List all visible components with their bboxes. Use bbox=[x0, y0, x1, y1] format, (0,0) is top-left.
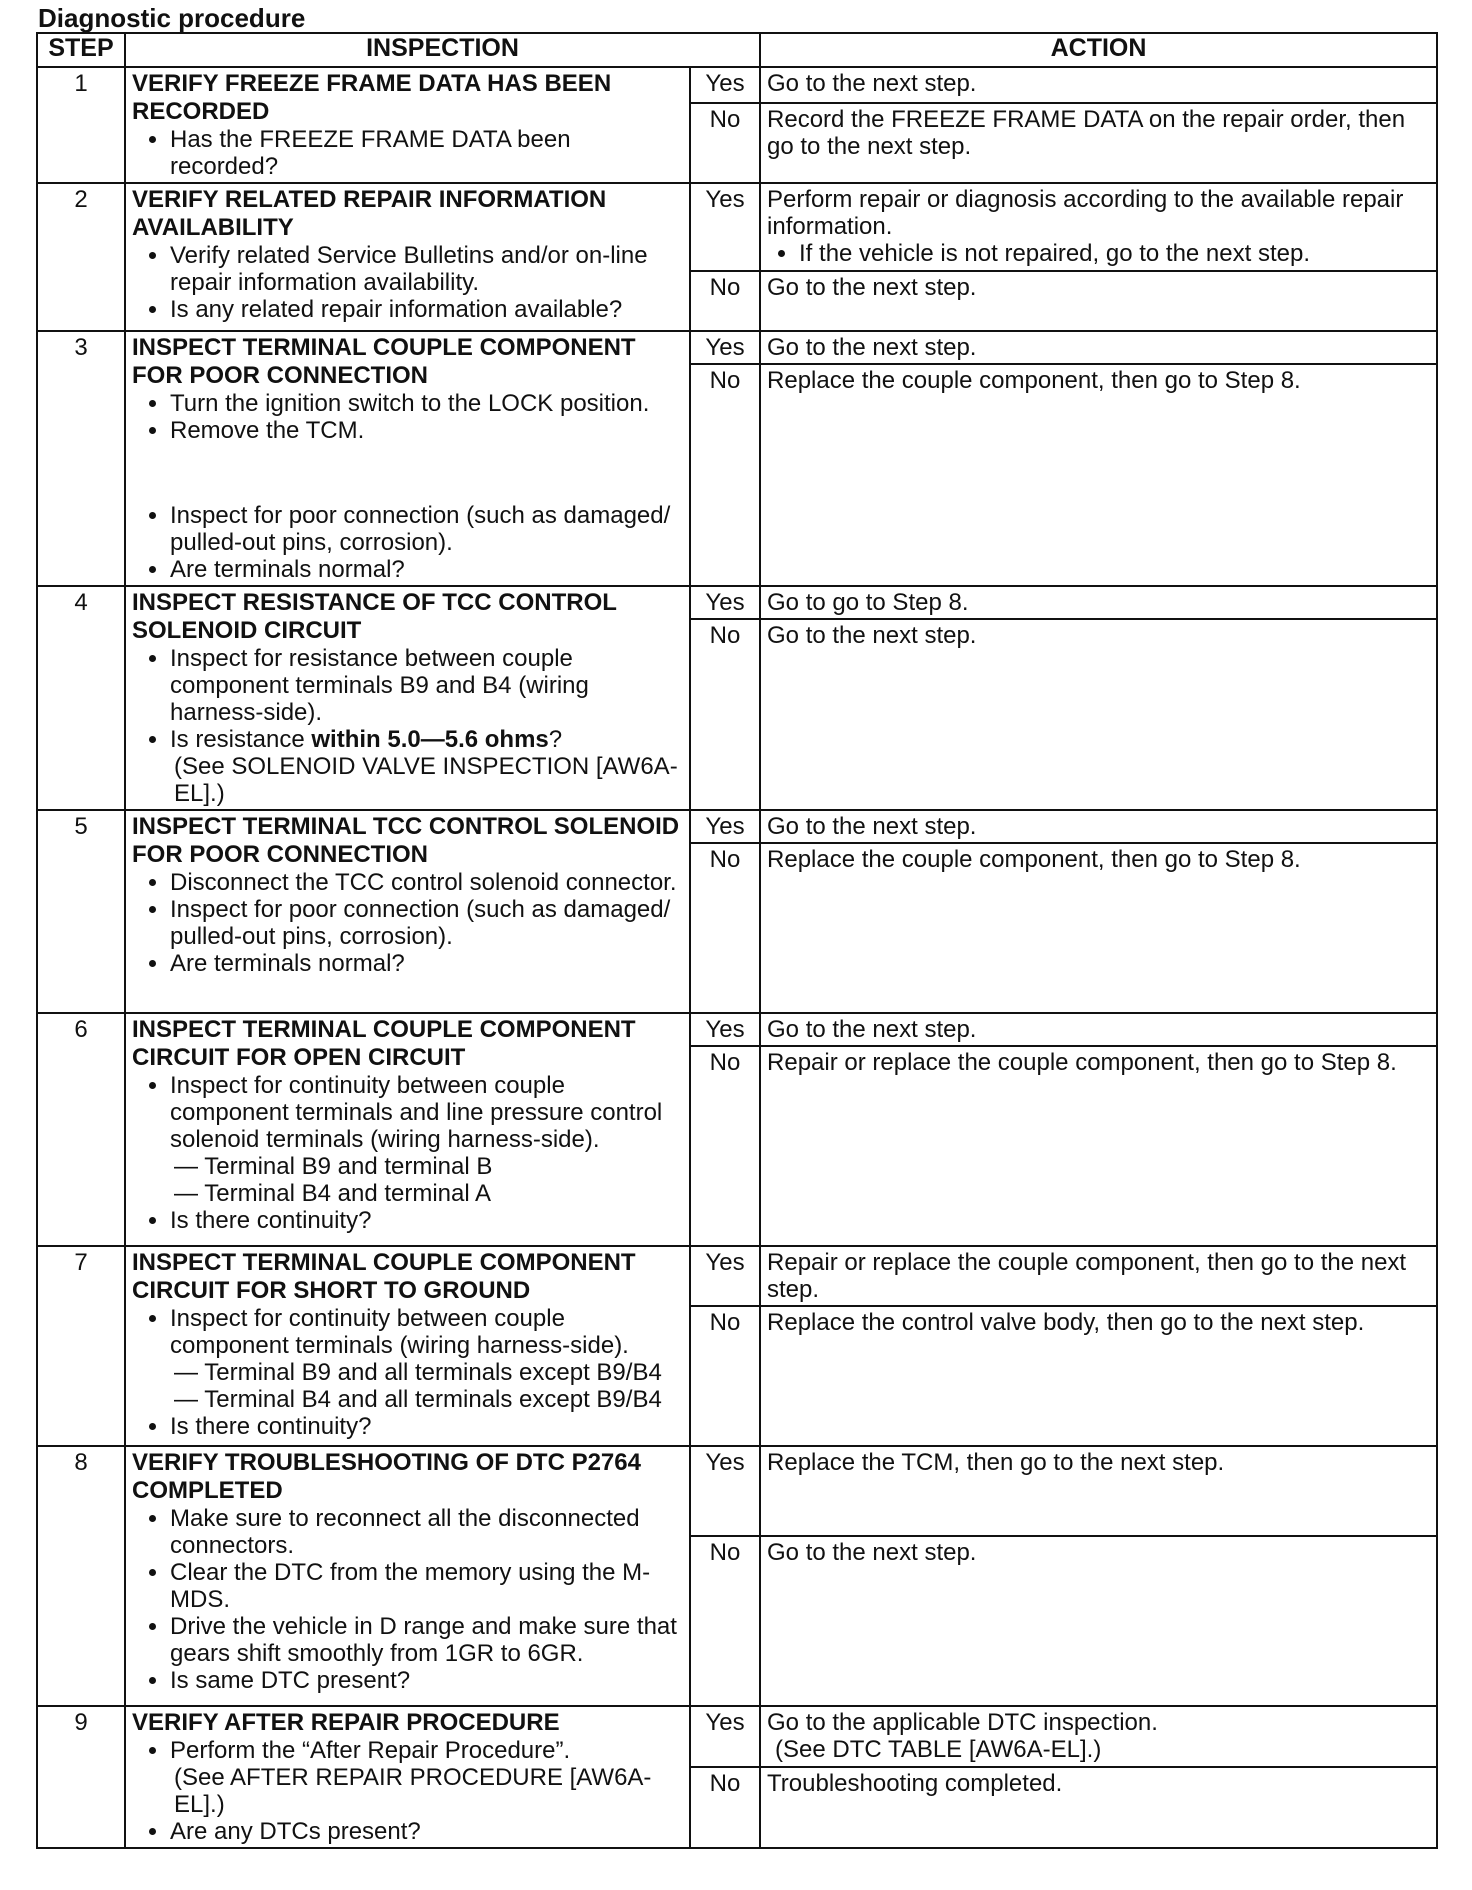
inspection-title: VERIFY FREEZE FRAME DATA HAS BEEN RECORDED bbox=[132, 70, 612, 125]
yes-label: Yes bbox=[690, 183, 760, 271]
step-number: 6 bbox=[37, 1013, 125, 1246]
inspection-bullet: • Are terminals normal? bbox=[170, 556, 683, 583]
inspection-bullet: • Inspect for poor connection (such as damaged/ pulled-out pins, corrosion). bbox=[170, 502, 683, 556]
inspection-cell bbox=[125, 67, 690, 183]
header-step: STEP bbox=[37, 33, 125, 67]
step-number: 3 bbox=[37, 331, 125, 586]
no-action: Replace the couple component, then go to Step 8. bbox=[760, 843, 1437, 1013]
no-label: No bbox=[690, 364, 760, 586]
inspection-cell bbox=[125, 183, 690, 331]
yes-label: Yes bbox=[690, 810, 760, 843]
inspection-bullet: • Inspect for resistance between couple component terminals B9 and B4 (wiring harness-side). bbox=[170, 645, 683, 726]
reference-link[interactable]: (See SOLENOID VALVE INSPECTION [AW6A-EL].) bbox=[174, 753, 678, 807]
inspection-cell bbox=[125, 331, 690, 586]
reference-link[interactable]: (See DTC TABLE [AW6A-EL].) bbox=[775, 1736, 1102, 1763]
inspection-cell bbox=[125, 1246, 690, 1446]
no-label: No bbox=[690, 1767, 760, 1848]
table-row bbox=[37, 1706, 1437, 1767]
yes-action-cell bbox=[760, 1706, 1437, 1767]
yes-action: Go to the next step. bbox=[760, 1013, 1437, 1046]
inspection-cell bbox=[125, 1013, 690, 1246]
no-label: No bbox=[690, 271, 760, 331]
inspection-bullet: • Disconnect the TCC control solenoid connector. bbox=[170, 869, 683, 896]
yes-action: Repair or replace the couple component, then go to the next step. bbox=[760, 1246, 1437, 1306]
inspection-title: INSPECT TERMINAL COUPLE COMPONENT FOR POOR CONNECTION bbox=[132, 334, 636, 389]
yes-action: Go to the next step. bbox=[760, 67, 1437, 103]
yes-action-cell bbox=[760, 183, 1437, 271]
sub-item: — Terminal B4 and terminal A bbox=[174, 1180, 492, 1207]
yes-action: Go to the next step. bbox=[760, 331, 1437, 364]
no-action: Go to the next step. bbox=[760, 1536, 1437, 1706]
yes-action: Go to the applicable DTC inspection. bbox=[767, 1709, 1158, 1736]
step-number: 9 bbox=[37, 1706, 125, 1848]
no-action: Replace the couple component, then go to Step 8. bbox=[760, 364, 1437, 586]
header-action: ACTION bbox=[760, 33, 1437, 67]
inspection-title: VERIFY RELATED REPAIR INFORMATION AVAILABILITY bbox=[132, 186, 607, 241]
inspection-title: INSPECT TERMINAL TCC CONTROL SOLENOID FOR POOR CONNECTION bbox=[132, 813, 680, 868]
inspection-bullet: • Remove the TCM. bbox=[170, 417, 683, 444]
no-label: No bbox=[690, 1046, 760, 1246]
inspection-bullet bbox=[170, 1072, 683, 1207]
inspection-bullet bbox=[170, 726, 683, 807]
inspection-cell bbox=[125, 1446, 690, 1706]
inspection-bullet: • Clear the DTC from the memory using the M-MDS. bbox=[170, 1559, 683, 1613]
header-row bbox=[37, 33, 1437, 67]
inspection-bullet: • Are any DTCs present? bbox=[170, 1818, 683, 1845]
inspection-bullet bbox=[170, 1305, 683, 1413]
no-label: No bbox=[690, 1306, 760, 1446]
table-row bbox=[37, 1446, 1437, 1536]
step-number: 7 bbox=[37, 1246, 125, 1446]
inspection-bullet: • Inspect for poor connection (such as damaged/ pulled-out pins, corrosion). bbox=[170, 896, 683, 950]
inspection-title: INSPECT TERMINAL COUPLE COMPONENT CIRCUIT FOR OPEN CIRCUIT bbox=[132, 1016, 636, 1071]
step-number: 2 bbox=[37, 183, 125, 331]
inspection-cell bbox=[125, 586, 690, 810]
yes-label: Yes bbox=[690, 1706, 760, 1767]
step-number: 5 bbox=[37, 810, 125, 1013]
bullet-text: ? bbox=[548, 726, 563, 753]
inspection-bullet: • Verify related Service Bulletins and/or on-line repair information availability. bbox=[170, 242, 683, 296]
inspection-title: INSPECT RESISTANCE OF TCC CONTROL SOLENOID CIRCUIT bbox=[132, 589, 617, 644]
yes-label: Yes bbox=[690, 586, 760, 619]
bullet-emphasis: within 5.0—5.6 ohms bbox=[311, 726, 549, 753]
inspection-bullet: • Is any related repair information available? bbox=[170, 296, 683, 323]
bullet-text: Perform the “After Repair Procedure”. bbox=[170, 1737, 571, 1764]
inspection-bullet: • Make sure to reconnect all the disconnected connectors. bbox=[170, 1505, 683, 1559]
inspection-bullet: • Is same DTC present? bbox=[170, 1667, 683, 1694]
table-row bbox=[37, 183, 1437, 271]
table-row bbox=[37, 1246, 1437, 1306]
inspection-bullet: • Is there continuity? bbox=[170, 1207, 683, 1234]
yes-action: Perform repair or diagnosis according to the available repair information. bbox=[767, 186, 1404, 240]
sub-item: — Terminal B9 and all terminals except B9/B4 bbox=[174, 1359, 662, 1386]
no-action: Go to the next step. bbox=[760, 619, 1437, 810]
inspection-bullet: • Are terminals normal? bbox=[170, 950, 683, 977]
sub-item: — Terminal B9 and terminal B bbox=[174, 1153, 493, 1180]
step-number: 4 bbox=[37, 586, 125, 810]
step-number: 1 bbox=[37, 67, 125, 183]
inspection-bullet: • Drive the vehicle in D range and make sure that gears shift smoothly from 1GR to 6GR. bbox=[170, 1613, 683, 1667]
yes-action-bullet: • If the vehicle is not repaired, go to the next step. bbox=[799, 240, 1430, 267]
table-row bbox=[37, 67, 1437, 103]
inspection-cell bbox=[125, 1706, 690, 1848]
no-label: No bbox=[690, 619, 760, 810]
table-row bbox=[37, 331, 1437, 364]
diagnostic-procedure-page bbox=[36, 0, 1436, 1849]
yes-label: Yes bbox=[690, 67, 760, 103]
no-label: No bbox=[690, 843, 760, 1013]
diagnostic-table bbox=[36, 32, 1438, 1849]
bullet-text: Is resistance bbox=[170, 726, 312, 753]
no-action: Record the FREEZE FRAME DATA on the repair order, then go to the next step. bbox=[760, 103, 1437, 183]
reference-link[interactable]: (See AFTER REPAIR PROCEDURE [AW6A-EL].) bbox=[174, 1764, 652, 1818]
header-inspection: INSPECTION bbox=[125, 33, 760, 67]
no-action: Go to the next step. bbox=[760, 271, 1437, 331]
inspection-bullet: • Is there continuity? bbox=[170, 1413, 683, 1440]
yes-action: Go to the next step. bbox=[760, 810, 1437, 843]
no-action: Replace the control valve body, then go to the next step. bbox=[760, 1306, 1437, 1446]
table-row bbox=[37, 810, 1437, 843]
sub-item: — Terminal B4 and all terminals except B9/B4 bbox=[174, 1386, 662, 1413]
inspection-title: INSPECT TERMINAL COUPLE COMPONENT CIRCUIT FOR SHORT TO GROUND bbox=[132, 1249, 636, 1304]
no-action: Troubleshooting completed. bbox=[760, 1767, 1437, 1848]
page-title: Diagnostic procedure bbox=[38, 3, 306, 33]
table-row bbox=[37, 1013, 1437, 1046]
yes-label: Yes bbox=[690, 1013, 760, 1046]
inspection-title: VERIFY TROUBLESHOOTING OF DTC P2764 COMPLETED bbox=[132, 1449, 641, 1504]
spacer bbox=[132, 444, 683, 502]
inspection-cell bbox=[125, 810, 690, 1013]
yes-action: Replace the TCM, then go to the next step. bbox=[760, 1446, 1437, 1536]
inspection-title: VERIFY AFTER REPAIR PROCEDURE bbox=[132, 1709, 560, 1736]
no-action: Repair or replace the couple component, then go to Step 8. bbox=[760, 1046, 1437, 1246]
inspection-bullet bbox=[170, 1737, 683, 1818]
no-label: No bbox=[690, 1536, 760, 1706]
yes-label: Yes bbox=[690, 1446, 760, 1536]
yes-label: Yes bbox=[690, 331, 760, 364]
yes-action: Go to go to Step 8. bbox=[760, 586, 1437, 619]
inspection-bullet: • Turn the ignition switch to the LOCK position. bbox=[170, 390, 683, 417]
bullet-text: Inspect for continuity between couple component terminals (wiring harness-side). bbox=[170, 1305, 629, 1359]
no-label: No bbox=[690, 103, 760, 183]
table-row bbox=[37, 586, 1437, 619]
inspection-bullet: • Has the FREEZE FRAME DATA been recorded? bbox=[170, 126, 683, 180]
yes-label: Yes bbox=[690, 1246, 760, 1306]
bullet-text: Inspect for continuity between couple component terminals and line pressure control solenoid terminals (wiring harness-side). bbox=[170, 1072, 663, 1153]
step-number: 8 bbox=[37, 1446, 125, 1706]
